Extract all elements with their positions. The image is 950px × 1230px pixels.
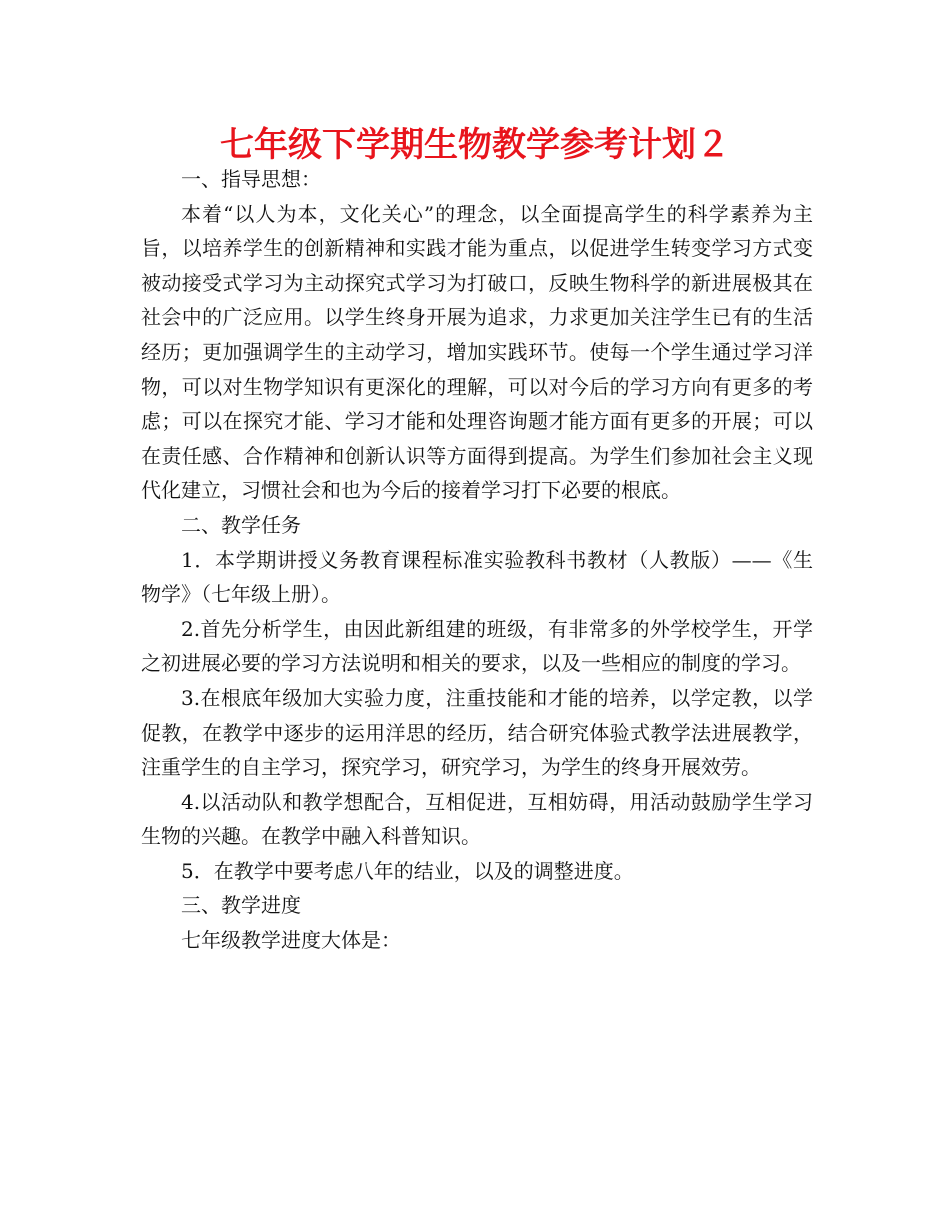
heading-teaching-progress: 三、教学进度 [181, 893, 301, 918]
task-item-4: 4.以活动队和教学想配合，互相促进，互相妨碍，用活动鼓励学生学习生物的兴趣。在教学中融入科普知识。 [141, 789, 813, 849]
paragraph-guiding-ideology: 本着“以人为本，文化关心”的理念，以全面提高学生的科学素养为主旨，以培养学生的创新精神和实践才能为重点，以促进学生转变学习方式变被动接受式学习为主动探究式学习为打破口，反映生物科学的新进展极其在社会中的广泛应用。以学生终身开展为追求，力求更加关注学生已有的生活经历；更加强调学生的主动学习，增加实践环节。使每一个学生通过学习洋物，可以对生物学知识有更深化的理解，可以对今后的学习方向有更多的考虑；可以在探究才能、学习才能和处理咨询题才能方面有更多的开展；可以在责任感、合作精神和创新认识等方面得到提高。为学生们参加社会主义现代化建立，习惯社会和也为今后的接着学习打下必要的根底。 [141, 201, 813, 503]
document-title: 七年级下学期生物教学参考计划２ [220, 125, 730, 165]
task-item-1: 1．本学期讲授义务教育课程标准实验教科书教材（人教版）——《生物学》（七年级上册）。 [141, 547, 813, 607]
task-item-2: 2.首先分析学生，由因此新组建的班级，有非常多的外学校学生，开学之初进展必要的学习方法说明和相关的要求，以及一些相应的制度的学习。 [141, 616, 813, 676]
task-item-3: 3.在根底年级加大实验力度，注重技能和才能的培养，以学定教，以学促教，在教学中逐步的运用洋思的经历，结合研究体验式教学法进展教学，注重学生的自主学习，探究学习，研究学习，为学生的终身开展效劳。 [141, 685, 813, 780]
document-body [141, 162, 813, 958]
heading-teaching-tasks: 二、教学任务 [181, 512, 301, 537]
paragraph-progress-intro: 七年级教学进度大体是： [181, 928, 401, 953]
heading-guiding-ideology: 一、指导思想： [181, 167, 321, 191]
task-item-5: 5．在教学中要考虑八年的结业，以及的调整进度。 [181, 858, 634, 883]
